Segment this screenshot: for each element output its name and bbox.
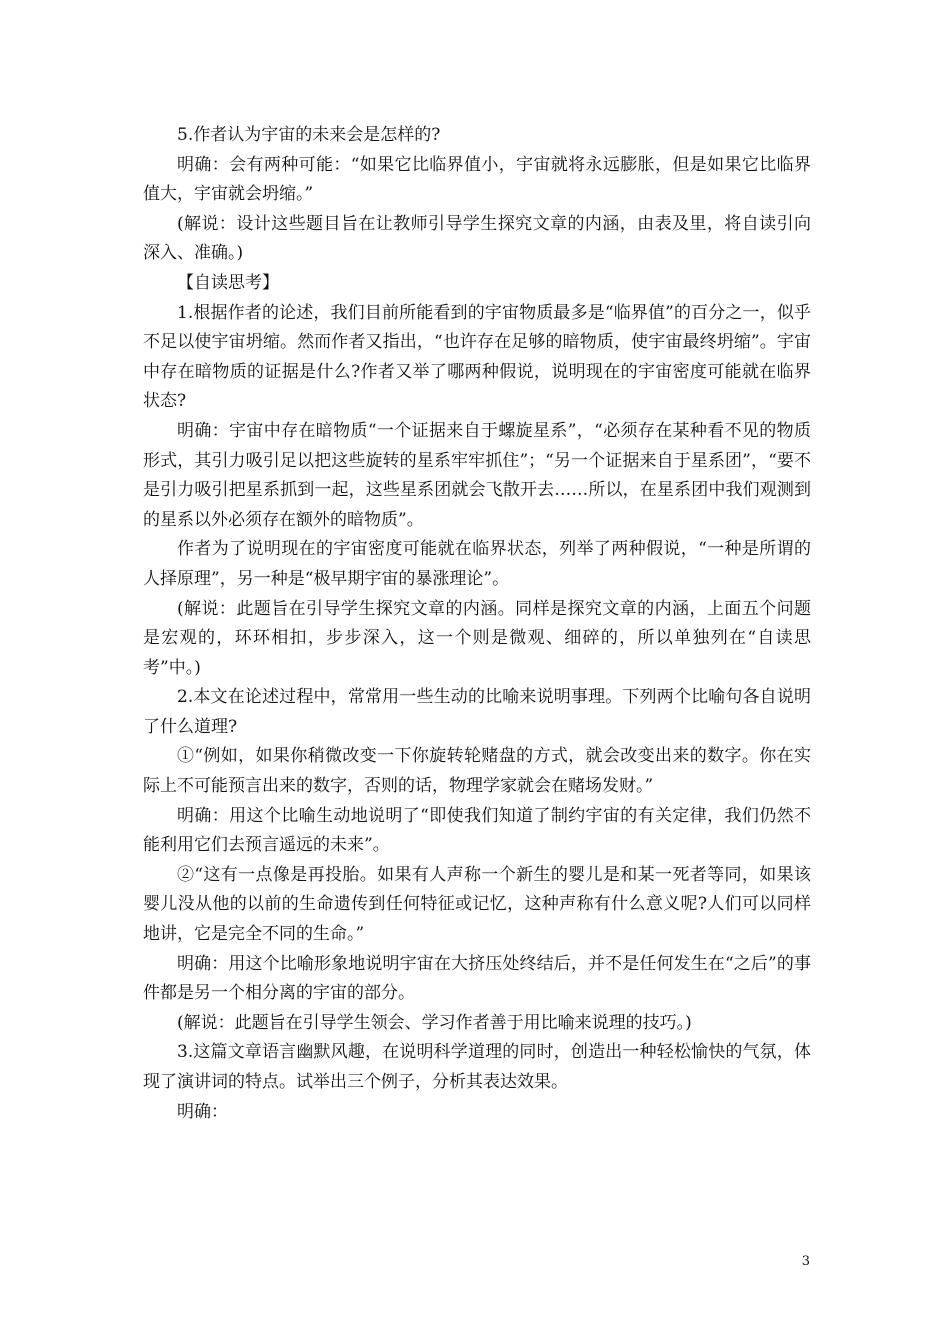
paragraph-commentary-1: (解说：设计这些题目旨在让教师引导学生探究文章的内涵，由表及里，将自读引向深入、准确。) — [143, 213, 811, 264]
paragraph-quote-2: ②“这有一点像是再投胎。如果有人声称一个新生的婴儿是和某一死者等同，如果该婴儿没从他的以前的生命遗传到任何特征或记忆，这种声称有什么意义呢?人们可以同样地讲，它是完全不同的生命。” — [143, 864, 811, 945]
paragraph-question-5: 5.作者认为宇宙的未来会是怎样的? — [177, 125, 441, 145]
paragraph-commentary-2: (解说：此题旨在引导学生探究文章的内涵。同样是探究文章的内涵，上面五个问题是宏观的，环环相扣，步步深入，这一个则是微观、细碎的，所以单独列在“自读思考”中。) — [143, 598, 811, 678]
paragraph-commentary-3: (解说：此题旨在引导学生领会、学习作者善于用比喻来说理的技巧。) — [177, 1012, 692, 1033]
section-heading-self-reading: 【自读思考】 — [177, 272, 279, 293]
paragraph-question-2: 2.本文在论述过程中，常常用一些生动的比喻来说明事理。下列两个比喻句各自说明了什么道理? — [143, 687, 811, 737]
document-body — [143, 121, 811, 1127]
page-number: 3 — [801, 1254, 810, 1269]
paragraph-answer-2b: 明确：用这个比喻形象地说明宇宙在大挤压处终结后，并不是任何发生在“之后”的事件都是另一个相分离的宇宙的部分。 — [143, 953, 811, 1004]
paragraph-answer-5: 明确：会有两种可能：“如果它比临界值小，宇宙就将永远膨胀，但是如果它比临界值大，宇宙就会坍缩。” — [143, 154, 811, 205]
paragraph-answer-2a: 明确：用这个比喻生动地说明了“即使我们知道了制约宇宙的有关定律，我们仍然不能利用它们去预言遥远的未来”。 — [143, 805, 811, 856]
paragraph-quote-1: ①“例如，如果你稍微改变一下你旋转轮赌盘的方式，就会改变出来的数字。你在实际上不可能预言出来的数字，否则的话，物理学家就会在赌场发财。” — [143, 746, 811, 797]
paragraph-question-3: 3.这篇文章语言幽默风趣，在说明科学道理的同时，创造出一种轻松愉快的气氛，体现了演讲词的特点。试举出三个例子，分析其表达效果。 — [143, 1042, 811, 1092]
paragraph-question-1: 1.根据作者的论述，我们目前所能看到的宇宙物质最多是“临界值”的百分之一，似乎不足以使宇宙坍缩。然而作者又指出，“也许存在足够的暗物质，使宇宙最终坍缩”。宇宙中存在暗物质的证据是什么?作者又举了哪两种假说，说明现在的宇宙密度可能就在临界状态? — [143, 302, 811, 412]
paragraph-answer-3: 明确： — [177, 1101, 228, 1122]
paragraph-answer-1b: 作者为了说明现在的宇宙密度可能就在临界状态，列举了两种假说，“一种是所谓的人择原理”，另一种是“极早期宇宙的暴涨理论”。 — [143, 539, 811, 589]
paragraph-answer-1a: 明确：宇宙中存在暗物质“一个证据来自于螺旋星系”，“必须存在某种看不见的物质形式，其引力吸引足以把这些旋转的星系牢牢抓住”；“另一个证据来自于星系团”，“要不是引力吸引把星系抓到一起，这些星系团就会飞散开去……所以，在星系团中我们观测到的星系以外必须存在额外的暗物质”。 — [143, 420, 811, 530]
